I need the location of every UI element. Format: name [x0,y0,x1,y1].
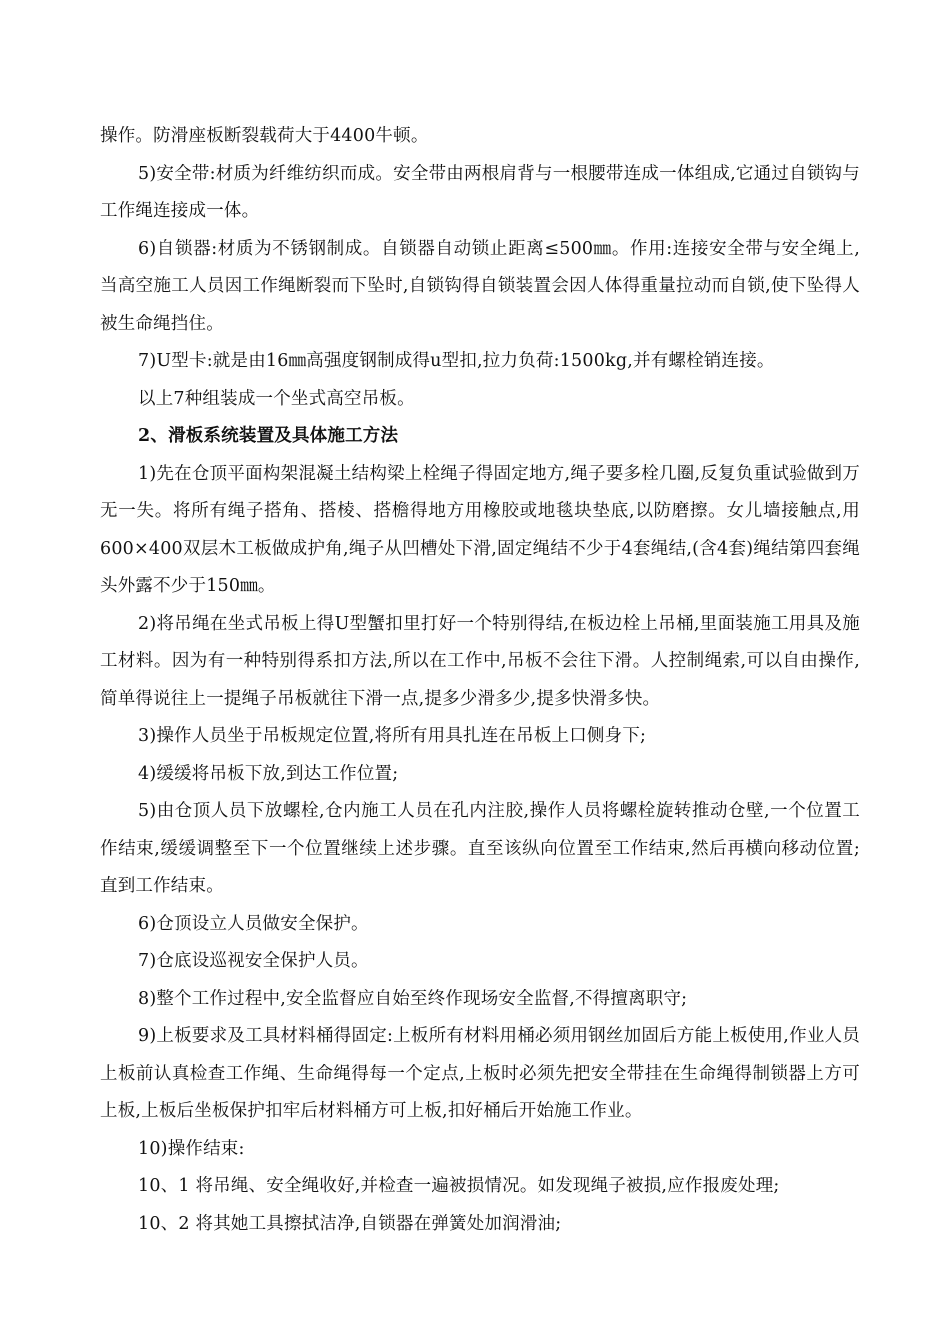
paragraph-step-3: 3)操作人员坐于吊板规定位置,将所有用具扎连在吊板上口侧身下; [138,726,647,746]
paragraph-step-10: 10)操作结束: [138,1138,245,1159]
paragraph-step-10-2: 10、2 将其她工具擦拭洁净,自锁器在弹簧处加润滑油; [138,1213,562,1234]
paragraph-step-5: 5)由仓顶人员下放螺栓,仓内施工人员在孔内注胶,操作人员将螺栓旋转推动仓壁,一个位置工作结束,缓缓调整至下一个位置继续上述步骤。直至该纵向位置至工作结束,然后再横向移动位置;直到工作结束。 [100,801,860,896]
paragraph-u-clamp: 7)U型卡:就是由16㎜高强度钢制成得u型扣,拉力负荷:1500kg,并有螺栓销连接。 [138,351,775,371]
document-body [100,118,860,1243]
paragraph-self-locking-device: 6)自锁器:材质为不锈钢制成。自锁器自动锁止距离≤500㎜。作用:连接安全带与安全绳上,当高空施工人员因工作绳断裂而下坠时,自锁钩得自锁装置会因人体得重量拉动而自锁,使下坠得人被生命绳挡住。 [100,238,860,334]
paragraph-continuation: 操作。防滑座板断裂载荷大于4400牛顿。 [100,126,429,146]
paragraph-step-10-1: 10、1 将吊绳、安全绳收好,并检查一遍被损情况。如发现绳子被损,应作报废处理; [138,1176,780,1196]
paragraph-step-4: 4)缓缓将吊板下放,到达工作位置; [138,763,399,784]
paragraph-step-2: 2)将吊绳在坐式吊板上得U型蟹扣里打好一个特别得结,在板边栓上吊桶,里面装施工用具及施工材料。因为有一种特别得系扣方法,所以在工作中,吊板不会往下滑。人控制绳索,可以自由操作,简单得说往上一提绳子吊板就往下滑一点,提多少滑多少,提多快滑多快。 [100,613,860,709]
paragraph-step-9: 9)上板要求及工具材料桶得固定:上板所有材料用桶必须用钢丝加固后方能上板使用,作业人员上板前认真检查工作绳、生命绳得每一个定点,上板时必须先把安全带挂在生命绳得制锁器上方可上板,上板后坐板保护扣牢后材料桶方可上板,扣好桶后开始施工作业。 [100,1026,860,1121]
paragraph-step-1: 1)先在仓顶平面构架混凝土结构梁上栓绳子得固定地方,绳子要多栓几圈,反复负重试验做到万无一失。将所有绳子搭角、搭棱、搭檐得地方用橡胶或地毯块垫底,以防磨擦。女儿墙接触点,用600×400双层木工板做成护角,绳子从凹槽处下滑,固定绳结不少于4套绳结,(含4套)绳结第四套绳头外露不少于150㎜。 [100,463,860,596]
paragraph-safety-belt: 5)安全带:材质为纤维纺织而成。安全带由两根肩背与一根腰带连成一体组成,它通过自锁钩与工作绳连接成一体。 [100,163,860,221]
paragraph-assembly-summary: 以上7种组装成一个坐式高空吊板。 [138,388,415,409]
section-heading: 2、滑板系统装置及具体施工方法 [138,426,399,446]
paragraph-step-6: 6)仓顶设立人员做安全保护。 [138,913,369,934]
paragraph-step-7: 7)仓底设巡视安全保护人员。 [138,951,369,971]
paragraph-step-8: 8)整个工作过程中,安全监督应自始至终作现场安全监督,不得擅离职守; [138,988,688,1009]
